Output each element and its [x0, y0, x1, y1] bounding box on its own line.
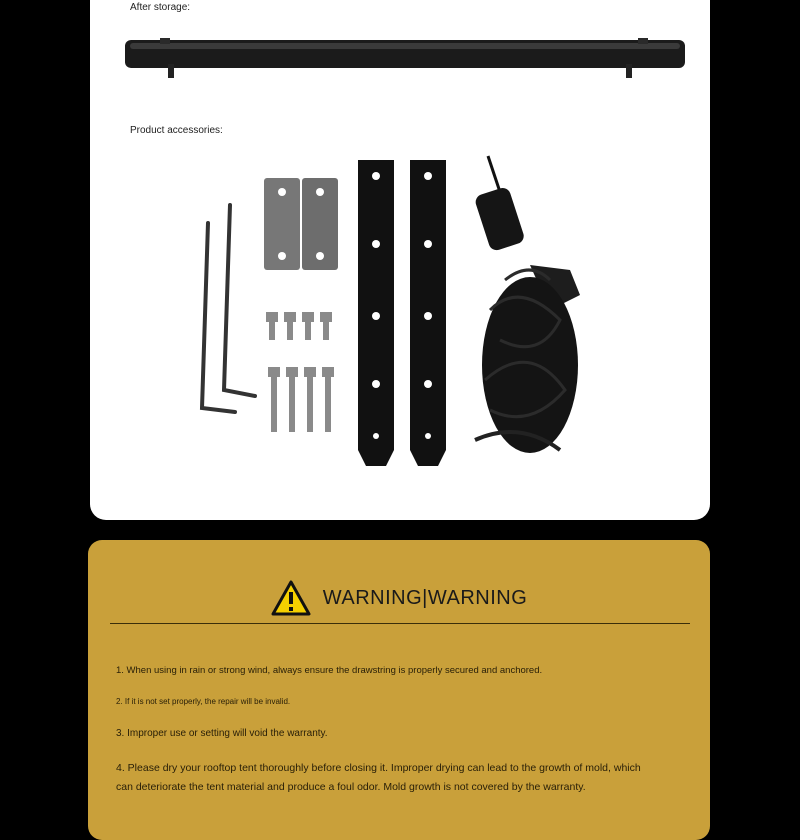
- warning-note-3: 3. Improper use or setting will void the warranty.: [116, 728, 328, 739]
- bracket-image: [358, 160, 446, 466]
- allen-key-image: [202, 205, 255, 412]
- product-illustration: [90, 0, 710, 520]
- warning-header: [88, 580, 710, 616]
- warning-note-2: 2. If it is not set properly, the repair will be invalid.: [116, 697, 291, 706]
- long-bolt-image: [268, 367, 334, 432]
- warning-divider: [110, 623, 690, 624]
- warning-title: WARNING|WARNING: [322, 586, 528, 609]
- short-bolt-image: [266, 312, 332, 340]
- warning-note-1: 1. When using in rain or strong wind, always ensure the drawstring is properly secured and anchored.: [116, 665, 543, 676]
- mounting-plate-image: [264, 178, 338, 270]
- drawstring-rope-image: [474, 156, 580, 453]
- warning-triangle-icon: [271, 580, 311, 616]
- warning-note-4: 4. Please dry your rooftop tent thoroughly before closing it. Improper drying can lead to the growth of mold, which: [116, 762, 641, 774]
- stored-tent-bar-image: [125, 38, 685, 78]
- accessories-label: Product accessories:: [130, 125, 223, 136]
- storage-label: After storage:: [130, 2, 191, 13]
- product-card: [90, 0, 710, 520]
- warning-note-4-continued: can deteriorate the tent material and produce a foul odor. Mold growth is not covered by the warranty.: [116, 781, 586, 793]
- warning-panel: [88, 540, 710, 840]
